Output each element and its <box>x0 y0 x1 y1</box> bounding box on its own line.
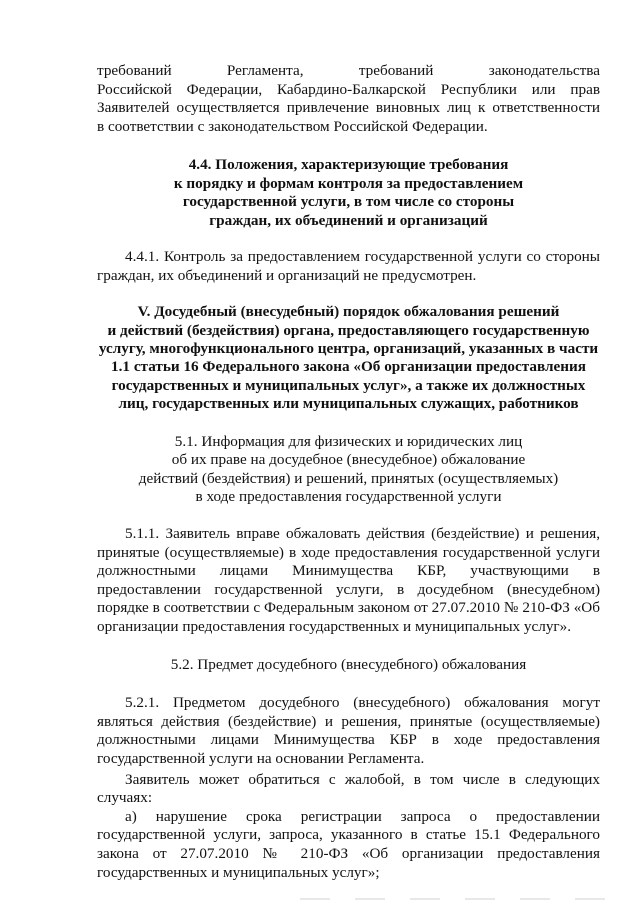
section-4-4-heading <box>97 156 600 230</box>
subsection-5-2-heading: 5.2. Предмет досудебного (внесудебного) обжалования <box>170 655 527 673</box>
subsection-5-1-heading <box>97 433 600 507</box>
list-item-a: а) нарушение срока регистрации запроса о предоставлении государственной услуги, запроса, указанного в статье 15.1 Федерального закона от 27.07.2010 № 210-ФЗ «Об организации предоставления государственных и муниципальных услуг»; <box>97 807 600 881</box>
heading-line: и действий (бездействия) органа, предоставляющего государственную <box>107 321 590 339</box>
scan-edge-artifact <box>300 898 620 900</box>
heading-line: лиц, государственных или муниципальных служащих, работников <box>118 395 579 413</box>
intro-paragraph <box>97 62 600 136</box>
intro-line: Заявителей осуществляется привлечение виновных лиц к ответственности <box>97 99 600 117</box>
paragraph-5-2-1: 5.2.1. Предметом досудебного (внесудебного) обжалования могут являться действия (бездействие) и решения, принятые (осуществляемые) должностными лицами Минимущества КБР в ходе предоставления государственной услуги на основании Регламента. <box>97 694 600 767</box>
heading-line: граждан, их объединений и организаций <box>209 211 488 229</box>
document-page <box>97 62 600 882</box>
intro-line: Российской Федерации, Кабардино-Балкарской Республики или прав <box>97 80 600 98</box>
paragraph-complaint-cases: Заявитель может обратиться с жалобой, в том числе в следующих случаях: <box>97 770 600 807</box>
heading-line: V. Досудебный (внесудебный) порядок обжалования решений <box>137 303 560 321</box>
paragraph-4-4-1: 4.4.1. Контроль за предоставлением государственной услуги со стороны граждан, их объединений и организаций не предусмотрен. <box>97 248 600 284</box>
subheading-line: 5.1. Информация для физических и юридических лиц <box>174 432 523 450</box>
subheading-line: действий (бездействия) и решений, принятых (осуществляемых) <box>138 469 559 487</box>
paragraph-5-1-1: 5.1.1. Заявитель вправе обжаловать действия (бездействие) и решения, принятые (осуществляемые) в ходе предоставления государственной услуги должностными лицами Минимущества КБР, участвующими в предоставлении государственной услуги, в досудебном (внесудебном) порядке в соответствии с Федеральным законом от 27.07.2010 № 210-ФЗ «Об организации предоставления государственных и муниципальных услуг». <box>97 525 600 635</box>
intro-line: требований Регламента, требований законодательства <box>97 62 600 79</box>
subheading-line: в ходе предоставления государственной услуги <box>195 488 502 506</box>
section-5-heading <box>97 303 600 413</box>
heading-line: государственных и муниципальных услуг», а также их должностных <box>111 376 586 394</box>
intro-line: в соответствии с законодательством Российской Федерации. <box>97 117 488 135</box>
heading-line: 4.4. Положения, характеризующие требования <box>188 156 509 174</box>
heading-line: государственной услуги, в том числе со стороны <box>182 193 515 211</box>
subheading-line: об их праве на досудебное (внесудебное) обжалование <box>171 451 526 469</box>
heading-line: к порядку и формам контроля за предоставлением <box>173 174 524 192</box>
heading-line: 1.1 статьи 16 Федерального закона «Об организации предоставления <box>111 358 586 376</box>
heading-line: услугу, многофункционального центра, организаций, указанных в части <box>98 340 599 357</box>
